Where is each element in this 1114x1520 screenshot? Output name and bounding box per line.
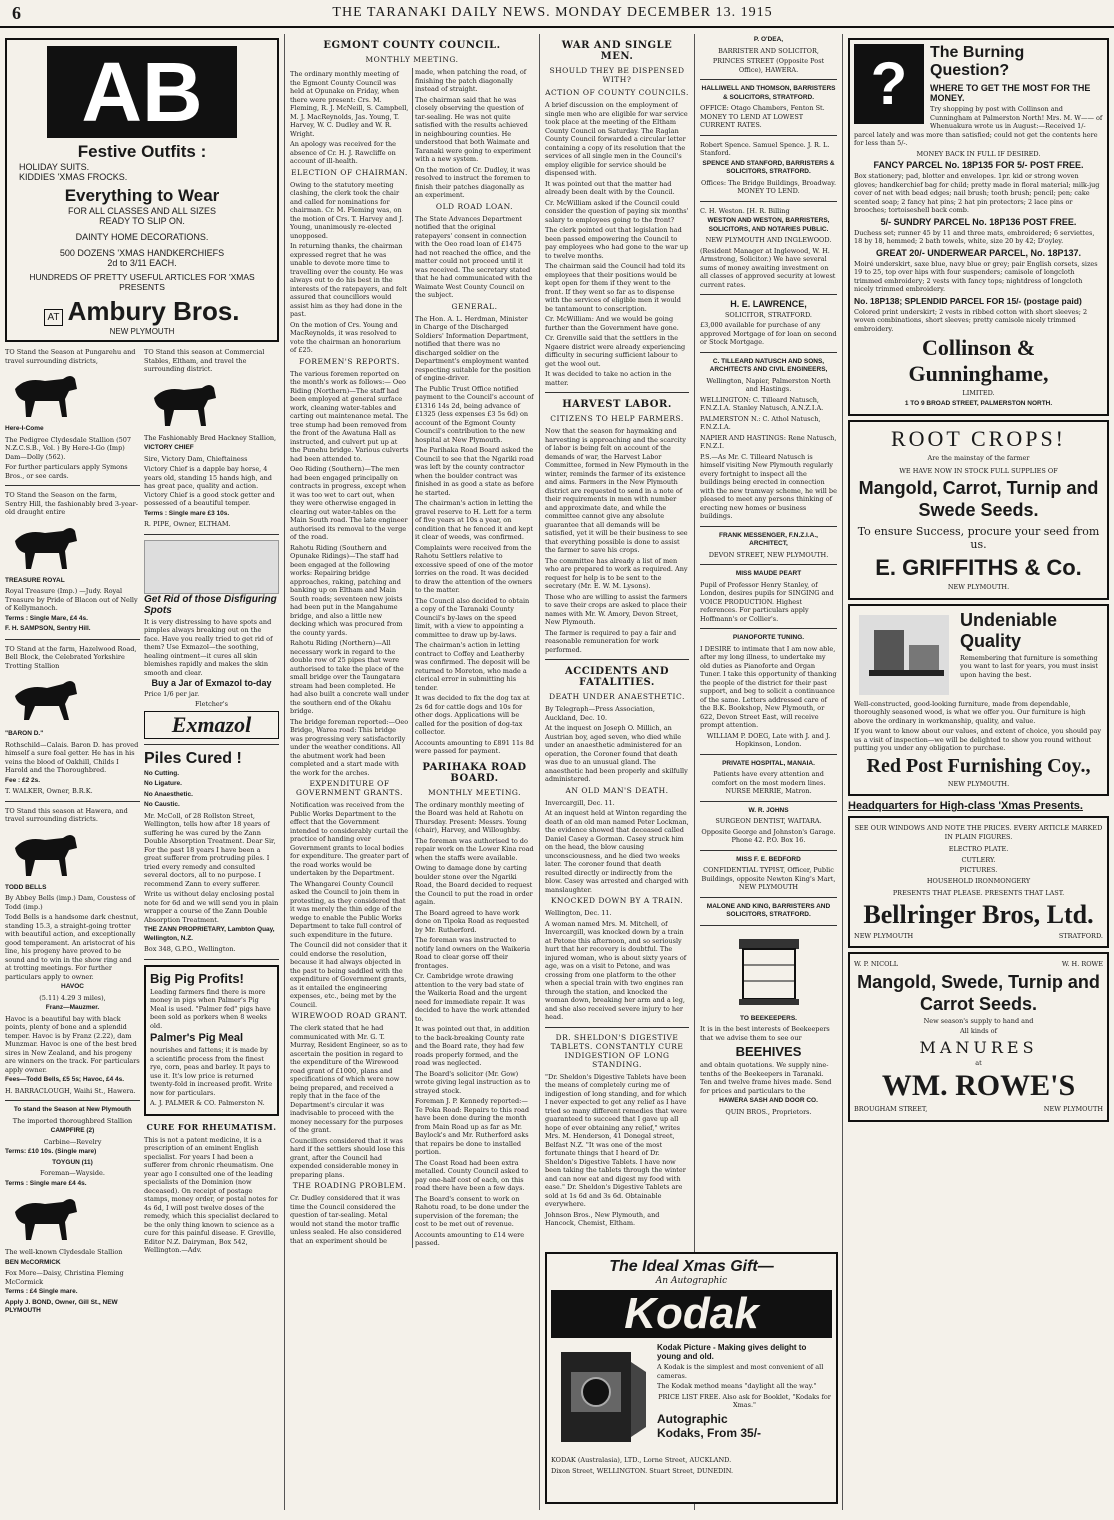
rowe-addr: BROUGHAM STREET, [854, 1105, 928, 1113]
digestive-title: DR. SHELDON'S DIGESTIVE TABLETS. CONSTANTLY CURE INDIGESTION OF LONG STANDING. [550, 1032, 684, 1069]
council-p10: The bridge foreman reported:—Oeo Bridge, Warea road: This bridge was progressing very satisfactorily under the weather conditions. All the abutment work had been completed and a start made with the work for the arches. [290, 717, 409, 777]
collinson-splendid-body: Colored print underskirt; 2 vests in ribbed cotton with short sleeves; 2 woven combinations, short sleeves; pretty camisole nicely trimmed embroidery. [854, 307, 1088, 333]
exmazol-body: It is very distressing to have spots and pimples always breaking out on the face. Have you really tried to get rid of them? Use Exmazol—the soothing, healing ointment—it cures all skin blemishes rapidly and makes the skin smooth and clear. [144, 617, 273, 677]
messenger: FRANK MESSENGER, F.N.Z.I.A., ARCHITECT, [719, 531, 818, 547]
council-p12: The Whangarei County Council asked the Council to join them in protesting, as they considered that it was merely the thin edge of the wedge to enable the Public Works Department to take full control of such expenditure in the future. [290, 879, 406, 939]
dainty-decorations: DAINTY HOME DECORATIONS. [75, 232, 209, 242]
council-p24: Complaints were received from the Rahotu Settlers relative to excessive speed of one of the motor lorries on the road. It was decided to draw the attention of the owners to the matter. [415, 543, 533, 594]
bellringer-item-3: PICTURES. [959, 866, 998, 874]
kodak-sub: An Autographic [655, 1276, 728, 1286]
lawrence-title: SOLICITOR, STRATFORD. [724, 310, 813, 319]
malone: MALONE AND KING, BARRISTERS AND SOLICITORS, STRATFORD. [706, 902, 831, 918]
herei-desc: The Pedigree Clydesdale Stallion (507 N.Z.C.S.B., Vol. ) By Here-I-Go (Imp) Dam—Dolly (562). [5, 435, 132, 461]
stallion-and-remedy-ads [144, 346, 279, 1318]
beehive-icon [729, 931, 809, 1011]
piles-body: Mr. McColl, of 28 Rollston Street, Wellington, tells how after 18 years of suffering he was cured by the Zann Double Absorption Treatment. Dear Sir, For the past 18 years I have been a great sufferer from protruding piles. I tried every remedy and consulted several doctors, all to no purpose. I recommend Zann to every sufferer. [144, 811, 276, 888]
council-p14: The clerk stated that he had communicated with Mr. G. T. Murray, Resident Engineer, so as to ascertain the position in regard to the expenditure of the Wirewood road grant of £1000, plans and specifications of which were now being prepared, and received a reply that in the face of the Department's circular it was inadvisable to proceed with the money necessary for the purposes of the grant. [290, 1024, 408, 1134]
furniture-illustration-icon [854, 610, 954, 700]
council-p35: It was pointed out that, in addition to the back-breaking County rate and the Board rate, they had few roads properly formed, and the road was neglected. [415, 1025, 530, 1067]
war-p8: It was decided to take no action in the matter. [545, 370, 672, 387]
piles-item-4: No Caustic. [144, 801, 180, 808]
rheumatism-body: This is not a patent medicine, it is a prescription of an eminent English specialist. For years I had been a sufferer from chronic rheumatism. One year ago I consulted one of the leading specialists of the Dominion (now deceased). On receipt of postage stamps, money order, or postal notes for 4s 6d, I will post twelve doses of the remedy, which this specialist declared to be the only thing known to science as a cure for this painful disease. F. Greville, Editor N.Z. Dairyman, Box 542, Wellington.—Adv. [144, 1135, 279, 1254]
kodak-b1: A Kodak is the simplest and most convenient of all cameras. [657, 1363, 824, 1380]
beekeepers-more: and obtain quotations. We supply nine-tenths of the Beekeepers in Taranaki. Ten and twelve frame hives made. Send for prices and particulars to the [700, 1061, 832, 1095]
hawera-prop: QUIN BROS., Proprietors. [725, 1107, 812, 1116]
kiddies-frocks: KIDDIES 'XMAS FROCKS. [19, 172, 128, 182]
council-p22: The Parihaka Road Board asked the Council to see that the Ngariki road was left by the county contractor when the boulder contract was finished in as good a state as before he started. [415, 446, 534, 497]
council-p36: The Board's solicitor (Mr. Gow) wrote giving legal instruction as to strayed stock. [415, 1069, 531, 1095]
stallion-ads-left [5, 346, 140, 1318]
war-sub: SHOULD THEY BE DISPENSED WITH? [549, 66, 685, 84]
war-p1: A brief discussion on the employment of single men who are eligible for war service took place at the meeting of the Eltham County Council on Saturday. The Raglan County Council forwarded a circular letter containing a copy of its resolution that the services of all single men in the Council's employ eligible for service should be dispensed with. [545, 101, 688, 177]
council-p20: The Hon. A. L. Herdman, Minister in Charge of the Discharged Soldiers' Information Department, notified that there was no discharged soldier on the Department's employment wanted respecting suitable for the position of engine-driver. [415, 314, 531, 382]
havoc-owner: H. BARRACLOUGH, Waihi St., Hawera. [5, 1086, 136, 1095]
council-p16: Cr. Dudley considered that it was time the Council considered the question of tar-sealing. Metal would not stand the motor traffic unless sealed. He also considered that an experiment should be made, when patching the road, of finishing the patch diagonally instead of straight. [290, 68, 527, 1245]
piles-item-2: No Ligature. [144, 780, 182, 787]
bellringer-presents: PRESENTS THAT PLEASE. PRESENTS THAT LAST. [892, 889, 1065, 897]
question-mark-icon: ? [854, 44, 924, 124]
rowe-nicoll: W. P. NICOLL [854, 960, 899, 968]
rowe-manures: MANURES [919, 1037, 1038, 1057]
herei-footer: For further particulars apply Symons Bros., or see cards. [5, 463, 128, 480]
griffiths-stock: WE HAVE NOW IN STOCK FULL SUPPLIES OF [899, 466, 1058, 475]
hankies-price: 2d to 3/11 EACH. [107, 258, 177, 268]
odea-title: BARRISTER AND SOLICITOR, [718, 46, 819, 55]
campfire-terms: Terms: £10 10s. (Single mare) [5, 1148, 97, 1155]
digestive-agents: Johnson Bros., New Plymouth, and Hancock, Chemist, Eltham. [545, 1210, 660, 1227]
council-p5: On the motion of Crs. Young and MacReynolds, it was resolved to vote the chairman an honorarium of £25. [290, 320, 401, 354]
johns-title: SURGEON DENTIST, WAITARA. [715, 817, 822, 825]
johns-addr: Opposite George and Johnston's Garage. Phone 42. P.O. Box 16. [701, 827, 836, 844]
ben-terms: Terms : £4 Single mare. [5, 1288, 78, 1295]
ambury-ad [5, 38, 279, 342]
death-heading: DEATH UNDER ANAESTHETIC. [549, 692, 685, 701]
exmazol-maker: Fletcher's [195, 700, 228, 708]
beekeepers-body: It is in the best interests of Beekeepers that we advise them to see our [700, 1025, 830, 1042]
collinson-body: Try shopping by post with Collinson and Cunningham at Palmerston North! Mrs. M. W—— of Whenuakura wrote us in August:—Received 1/- parcel lately and was more than satisfied; could not get the contents here for less than 5/-. [854, 105, 1103, 147]
natusch-ps: P.S.—As Mr. C. Tilleard Natusch is himself visiting New Plymouth regularly every fortnight to inspect all the buildings being erected in connection with the new tramway scheme, he will be pleased to meet any persons thinking of erecting new homes or business buildings. [700, 452, 837, 520]
bellringer-head: Headquarters for High-class 'Xmas Presents. [848, 800, 1083, 812]
war-p5: The chairman said the Council had told its employees that their positions would be kept open for them if they went to the front. If they went so far as to dispense with the services of eligible men it would be tantamount to conscription. [545, 262, 686, 313]
harvest-p2: The committee has already a list of men who are prepared to work as required. Any request for help is to be sent to the secretary (Mr. E. W. M. Lysons). [545, 556, 688, 590]
ready-to-slip: READY TO SLIP ON. [99, 216, 185, 226]
wirewood-heading: WIREWOOD ROAD GRANT. [291, 1011, 408, 1020]
war-p7: Cr. Grenville said that the settlers in the Ngaere district were already experiencing difficulty in securing sufficient labour to get the wool out. [545, 334, 686, 368]
collinson-sub: WHERE TO GET THE MOST FOR THE MONEY. [930, 83, 1091, 103]
redpost-title: Undeniable Quality [960, 609, 1058, 651]
piles-title: Piles Cured ! [144, 749, 242, 767]
griffiths-name: E. GRIFFITHS & Co. [875, 555, 1082, 580]
collinson-ad [848, 38, 1109, 416]
havoc-body: Havoc is a beautiful bay with black points, plenty of bone and a splendid temper. Havoc is by Franz (2.22), dam Munzmar. Havoc is one of the best bred sires in New Zealand, and his progeny are winners on the track. For particulars apply owner. [5, 1014, 140, 1074]
council-p26: The chairman's action in letting contract to Coffey and Leatherby was confirmed. The deposit will be returned to Moreton, who made a clerical error in submitting his tender. [415, 641, 530, 692]
piano-name: WILLIAM P. DOEG, Late with J. and J. Hopkinson, London. [706, 731, 831, 748]
general-heading: GENERAL. [451, 301, 498, 311]
rheumatism-title: CURE FOR RHEUMATISM. [146, 1121, 277, 1132]
page-number: 6 [12, 2, 21, 23]
victory-terms: Terms : Single mare £3 10s. [144, 509, 230, 517]
rowe-place: NEW PLYMOUTH [1043, 1105, 1103, 1113]
collinson-fancy: FANCY PARCEL No. 18P135 FOR 5/- POST FREE. [873, 160, 1084, 170]
exmazol-buy: Buy a Jar of Exmazol to-day [151, 678, 272, 688]
treasure-intro: TO Stand the Season on the farm, Sentry Hill, the fashionably bred 3-year-old draught entire [5, 491, 138, 516]
ambury-logo: AB [47, 46, 237, 138]
horse-illustration-icon [5, 369, 85, 421]
parihaka-sub: MONTHLY MEETING. [427, 787, 522, 797]
digestive-body: "Dr. Sheldon's Digestive Tablets have been the means of completely curing me of indigestion of long standing, and for which I never expected to get any relief as I have tried so many different remedies that were guaranteed to succeed that I gave up all hope of ever obtaining any relief," writes Mrs. M. Henderson, 41 Donegal street, Belfast N.Z. "It was one of the most fortunate things that I heard of Dr. Sheldon's Digestive Tablets. I have now been taking the tablets through the winter and can now eat and digest my food with ease." Dr. Sheldon's Digestive Tablets are sold at 1s 6d and 3s 6d. Obtainable everywhere. [545, 1072, 687, 1208]
redpost-name: Red Post Furnishing Coy., [866, 754, 1091, 777]
war-title: WAR AND SINGLE MEN. [561, 40, 673, 62]
council-sub: MONTHLY MEETING. [365, 55, 459, 64]
todd-name: TODD BELLS [5, 883, 47, 891]
baron-owner: T. WALKER, Owner, B.R.K. [5, 787, 93, 795]
victory-sub: Sire, Victory Dam, Chieftainess [144, 454, 248, 463]
pigs-maker: A. J. PALMER & CO. Palmerston N. [150, 1099, 265, 1107]
ambury-at: AT [44, 309, 62, 326]
harvest-p4: The farmer is required to pay a fair and reasonable remuneration for work performed. [545, 628, 677, 654]
newspaper-title: THE TARANAKI DAILY NEWS. MONDAY DECEMBER 13. 1915 [332, 5, 773, 20]
campfire-sub: Carbine—Revelry [43, 1137, 102, 1146]
pigs-title: Big Pig Profits! [150, 970, 244, 986]
redpost-place: NEW PLYMOUTH. [947, 779, 1010, 788]
election-heading: ELECTION OF CHAIRMAN. [291, 167, 408, 177]
halliwell-office: OFFICE: Otago Chambers, Fenton St. MONEY TO LEND AT LOWEST CURRENT RATES. [700, 104, 825, 129]
herei-intro: TO Stand the Season at Pungarehu and travel surrounding districts, [5, 348, 136, 365]
toygun-terms: Terms : Single mare £4 4s. [5, 1179, 87, 1187]
ben-owner: Apply J. BOND, Owner, Gill St., NEW PLYMOUTH [5, 1298, 118, 1314]
council-title: EGMONT COUNTY COUNCIL. [323, 40, 501, 51]
treasure-desc: Royal Treasure (Imp.) —Judy. Royal Treasure by Pride of Blacon out of Nelly of Kellymanoch. [5, 587, 138, 612]
bellringer-ad [848, 816, 1109, 948]
treasure-name: TREASURE ROYAL [5, 576, 65, 584]
harvest-p3: Those who are willing to assist the farmers to save their crops are asked to place their names with Mr. W. Amory, Devon Street, New Plymouth. [545, 592, 688, 626]
todd-body: Todd Bells is a handsome dark chestnut, standing 15.3, a straight-going trotter with beautiful action, and exceptionally good temperament. An aristocrat of his line, his progeny have proved to be sound and to win in the show ring and at trotting meetings. For further particulars apply to owner. [5, 913, 139, 981]
council-p33: The foreman was instructed to notify land owners on the Waikeria Road to clear gorse off their frontages. [415, 936, 531, 970]
beehives: BEEHIVES [735, 1044, 802, 1059]
kodak-company: KODAK (Australasia), LTD., Lorne Street, AUCKLAND. [551, 1456, 732, 1464]
hospital: PRIVATE HOSPITAL, MANAIA. [722, 759, 815, 767]
ben-sub: Fox More—Daisy, Christina Fleming McCormick [5, 1269, 124, 1286]
horse-illustration-icon [5, 1192, 85, 1244]
harvest-title: HARVEST LABOR. [562, 399, 672, 410]
natusch-palmerston: PALMERSTON N.: C. Athol Natusch, F.N.Z.I.A. [700, 414, 821, 431]
baron-intro: TO Stand at the farm, Hazelwood Road, Bell Block, the Celebrated Yorkshire Trotting Stallion [5, 644, 137, 670]
masthead [0, 0, 1114, 28]
collinson-refund: MONEY BACK IN FULL IF DESIRED. [916, 149, 1041, 158]
weston: WESTON AND WESTON, BARRISTERS, SOLICITORS, AND NOTARIES PUBLIC. [707, 217, 830, 233]
ambury-name: Ambury Bros. [67, 296, 240, 326]
holiday-suits: HOLIDAY SUITS. [19, 162, 90, 172]
council-p39: The Board's consent to work on Rahotu road, to be done under the supervision of the foreman; the cost to be met out of revenue. [415, 1194, 530, 1228]
odea-addr: PRINCES STREET (Opposite Post Office), HAWERA. [712, 57, 825, 74]
council-p25: The Council also decided to obtain a copy of the Taranaki County Council's by-laws on the speed limit, with a view to appointing a committee to draw up by-laws. [415, 596, 530, 639]
natusch-places: Wellington, Napier, Palmerston North and Hastings. [706, 376, 831, 393]
collinson-addr: 1 TO 9 BROAD STREET, PALMERSTON NORTH. [904, 399, 1053, 407]
council-p29: The ordinary monthly meeting of the Board was held at Rahotu on Thursday. Present: Messrs. Young (chair), Harvey, and Willoughby. [415, 800, 527, 834]
council-p28: Accounts amounting to £891 11s 8d were passed for payment. [415, 738, 534, 755]
campfire-name: CAMPFIRE (2) [50, 1127, 95, 1134]
council-p3: Owing to the statutory meeting clashing, the clerk took the chair and called for nominations for chairman. Cr. M. Fleming was, on the motion of Crs. T. Harvey and J. Young, unanimously re-elected unopposed. [290, 180, 404, 240]
victory-desc: The Fashionably Bred Hackney Stallion, [144, 433, 277, 442]
bellringer-name: Bellringer Bros, Ltd. [863, 899, 1094, 929]
column-ads-right [843, 34, 1114, 1510]
griffiths-ensure: To ensure Success, procure your seed from us. [857, 525, 1100, 551]
war-p2: It was pointed out that the matter had already been dealt with by the Council. [545, 179, 675, 196]
griffiths-place: NEW PLYMOUTH. [947, 583, 1010, 591]
old-road-heading: OLD ROAD LOAN. [435, 201, 514, 211]
collinson-sundry: 5/- SUNDRY PARCEL No. 18P136 POST FREE. [880, 216, 1077, 227]
horse-illustration-icon [5, 828, 85, 880]
lawrence: H. E. LAWRENCE, [730, 299, 807, 309]
pig-meal-ad [144, 965, 279, 1116]
havoc-fee: Fees—Todd Bells, £5 5s; Havoc, £4 4s. [5, 1076, 125, 1083]
piano-heading: PIANOFORTE TUNING. [732, 634, 805, 641]
messenger-addr: DEVON STREET, NEW PLYMOUTH. [708, 550, 829, 559]
for-all-classes: FOR ALL CLASSES AND ALL SIZES [68, 206, 216, 216]
kodak-branch: Dixon Street, WELLINGTON. Stuart Street, DUNEDIN. [551, 1466, 734, 1475]
kodak-from: Kodaks, From 35/- [657, 1425, 762, 1440]
kodak-autographic: Autographic [657, 1411, 728, 1426]
column-council-report [285, 34, 540, 1510]
toygun-desc: Foreman—Wayside. [40, 1169, 105, 1177]
victory-owner: R. PIPE, Owner, ELTHAM. [144, 520, 231, 528]
griffiths-seeds: Mangold, Carrot, Turnip and Swede Seeds. [858, 478, 1099, 520]
spence: SPENCE AND STANFORD, BARRISTERS & SOLICITORS, STRATFORD. [702, 159, 835, 175]
rowe-at: at [975, 1058, 982, 1067]
rowe-seeds: Mangold, Swede, Turnip and Carrot Seeds. [857, 971, 1100, 1014]
pigs-name: Palmer's Pig Meal [150, 1032, 244, 1044]
treasure-owner: F. H. SAMPSON, Sentry Hill. [5, 625, 91, 632]
pigs-body: Leading farmers find there is more money in pigs when Palmer's Pig Meal is used. "Palmer fed" pigs have been sold as porkers when 8 weeks old. [150, 987, 271, 1030]
kodak-ad [545, 1252, 838, 1504]
baron-desc: Rothschild—Calais. Baron D. has proved himself a sure foal getter. He has in his veins the blood of Oakhill, Childs I Harold and the Thoroughbred. [5, 740, 139, 774]
griffiths-sub: Are the mainstay of the farmer [927, 454, 1030, 462]
old-man-heading: AN OLD MAN'S DEATH. [565, 785, 669, 795]
council-p27: It was decided to fix the dog tax at 2s 6d for cattle dogs and 10s for other dogs. Applications will be called for the position of dog-tax collector. [415, 694, 530, 736]
war-p4: The clerk pointed out that legislation had been passed empowering the Council to pay employees who had gone to the war up to twelve months. [545, 226, 689, 260]
griffiths-ad [848, 420, 1109, 600]
council-p37: Foreman J. P. Kennedy reported:—Te Poka Road: Repairs to this road have been done during the month from Main Road up as far as Mr. Baylock's and Mr. Rutherford asks that repairs be done to installed portion. [415, 1097, 530, 1156]
natusch: C. TILLEARD NATUSCH AND SONS, ARCHITECTS AND CIVIL ENGINEERS, [709, 357, 828, 373]
foremen-heading: FOREMEN'S REPORTS. [299, 356, 400, 366]
council-p13: The Council did not consider that it could endorse the resolution, because it had always objected in the past to being saddled with the expenditure of Government grants, as it entailed the engineering expenses, etc., being met by the Council. [290, 941, 408, 1009]
hawera-sash: HAWERA SASH AND DOOR CO. [719, 1097, 818, 1104]
accidents-p1: By Telegraph—Press Association, Auckland, Dec. 10. [545, 705, 655, 722]
halliwell: HALLIWELL AND THOMSON, BARRISTERS & SOLICITORS, STRATFORD. [701, 85, 836, 101]
herei-name: Here-I-Come [5, 425, 44, 432]
natusch-wellington: WELLINGTON: C. Tilleard Natusch, F.N.Z.I.A. Stanley Natusch, A.N.Z.I.A. [700, 395, 824, 412]
piles-box: Box 348, G.P.O., Wellington. [144, 945, 236, 953]
treasure-terms: Terms : Single Mare, £4 4s. [5, 614, 88, 622]
redpost-ad [848, 604, 1109, 797]
piano-body: I DESIRE to intimate that I am now able, after my long illness, to undertake my old duties as Pianoforte and Organ Tuner. I take this opportunity of thanking the people of the district for their past support, and beg to solicit a continuance of the same. Letters addressed care of the B.K. Bookshop, New Plymouth, or 622, Devon Street East, will receive prompt attention. [700, 644, 837, 729]
council-p32: The Board agreed to have work done on Tipoka Road as requested by Mr. Rutherford. [415, 908, 529, 934]
spence-names: Robert Spence. Samuel Spence. J. R. L. Stanford. [700, 140, 830, 157]
ben-name: BEN McCORMICK [5, 1258, 61, 1266]
collinson-under: GREAT 20/- UNDERWEAR PARCEL, No. 18P137. [875, 247, 1082, 258]
bellringer-item-1: ELECTRO PLATE. [948, 845, 1009, 853]
peart-body: Pupil of Professor Henry Stanley, of London, desires pupils for SINGING and VOICE PRODUCTION. Highest references. For particulars apply Hoffmann's or Collier's. [700, 580, 834, 623]
natusch-napier: NAPIER AND HASTINGS: Rene Natusch, F.N.Z.I. [700, 433, 837, 450]
todd-desc: By Abbey Bells (imp.) Dam, Coustess of Todd (imp.) [5, 894, 136, 911]
war-p6: Cr. McWilliam: And we would be going further than the Government have gone. [545, 315, 679, 332]
festive-outfits: Festive Outfits : [77, 142, 207, 161]
weston-note: (Resident Manager at Inglewood, W. H. Armstrong, Solicitor.) We have several sums of money awaiting investment on all classes of approved security at lowest current rates. [700, 246, 836, 289]
council-p40: Accounts amounting to £14 were passed. [415, 1230, 525, 1247]
johns: W. R. JOHNS [748, 806, 789, 814]
baron-fee: Fee : £2 2s. [5, 776, 41, 784]
expenditure-heading: EXPENDITURE OF GOVERNMENT GRANTS. [295, 779, 404, 797]
piles-write: Write us without delay enclosing postal note for 6d and we will send you in plain wrapper a course of the Zann Double Absorption Treatment. [144, 890, 279, 924]
collinson-limited: LIMITED. [962, 389, 995, 397]
bellringer-item-4: HOUSEHOLD IRONMONGERY [926, 876, 1031, 885]
council-p11: Notification was received from the Public Works Department to the effect that the Government intended to considerably curtail the practice of handing over Government grants to local bodies for expenditure. The greater part of the road works would be undertaken by the Department. [290, 801, 409, 877]
spence-office: Offices: The Bridge Buildings, Broadway. MONEY TO LEND. [700, 178, 837, 195]
ambury-place: NEW PLYMOUTH [109, 327, 175, 336]
camera-illustration-icon [551, 1342, 651, 1452]
council-p18: On the motion of Cr. Dudley, it was resolved to instruct the foremen to finish their patches diagonally as an experiment. [415, 165, 531, 199]
hundreds-articles: HUNDREDS OF PRETTY USEFUL ARTICLES FOR 'XMAS PRESENTS [29, 272, 255, 292]
kodak-title: The Ideal Xmas Gift— [609, 1258, 774, 1275]
campfire-desc: The imported thoroughbred Stallion [12, 1116, 133, 1125]
collinson-sundry-body: Duchess set; runner 45 by 11 and three mats, embroidered; 6 serviettes, 18 by 18, hemmed; 2 bath towels, white, size 20 by 42; D'oyley. [854, 228, 1095, 245]
rowe-name: WM. ROWE'S [881, 1069, 1076, 1102]
accidents-p3: Invercargill, Dec. 11. [545, 798, 615, 807]
exmazol-brand: Exmazol [144, 711, 279, 739]
harvest-sub: CITIZENS TO HELP FARMERS. [550, 414, 684, 423]
toygun-name: TOYGUN (11) [52, 1158, 93, 1166]
exmazol-price: Price 1/6 per jar. [144, 689, 200, 698]
piles-item-1: No Cutting. [144, 769, 180, 777]
rowe-kinds: All kinds of [959, 1027, 997, 1035]
council-p6: The various foremen reported on the month's work as follows:— Oeo Riding (Northern)—The staff had been employed at general surface work, cleaning water-tables and carting out maintenance metal. The tree stump had been removed from the front of the Awatuna Hall as instructed, and culvert put up at the Punehu bridge. Various culverts had been attended to. [290, 369, 409, 463]
bellringer-item-2: CUTLERY. [961, 855, 996, 864]
collinson-fancy-body: Box stationery; pad, blotter and envelopes. 1pr. kid or strong woven gloves; handkerchief bag for child; pretty made in floral material; milk-jug cover of net with bead edges; nail brush; tooth brush; pencil; pen; cake scented soap; 2 fancy hat pins; 2 hat pin protectors; 2 lace pins or brooches; tortoiseshell back comb. [854, 172, 1100, 214]
havoc-desc: (5.11) 4.29 3 miles), [39, 993, 106, 1002]
council-p31: Owing to damage done by carting boulder stone over the Ngariki Road, the Board decided to request the Council to put the road in order again. [415, 864, 533, 906]
council-p17: The chairman said that he was closely observing the question of tar-sealing. He was not quite satisfied with the results achieved in neighbouring counties. He understood that both Waimate and Taranaki were going to experiment with a new system. [415, 95, 531, 163]
council-p21: The Public Trust Office notified payment to the Council's account of £1316 14s 2d, being advance of £1325 (less expenses £3 5s 6d) on account of the Egmont County Council's contribution to the new hospital at New Plymouth. [415, 384, 534, 444]
train-heading: KNOCKED DOWN BY A TRAIN. [550, 896, 684, 905]
council-p30: The foreman was authorised to do repair work on the Lower Kina road when the staffs were available. [415, 836, 534, 862]
havoc-name: HAVOC [61, 983, 84, 990]
rowe-supply: New season's supply to hand and [923, 1016, 1034, 1025]
bellringer-np: NEW PLYMOUTH [854, 931, 914, 940]
weston-names: C. H. Weston. [H. R. Billing [700, 206, 790, 215]
harvest-p1: Now that the season for haymaking and harvesting is approaching and the scarcity of labor is being felt on account of the demands of war, the Harvest Labor Committee, formed in New Plymouth in the winter, reminds the farmer of its existence and aims. Farmers in the New Plymouth district are requested to send in a note of their requirements in men with number and approximate date, and while the committee cannot give any absolute guarantee that all demands will be satisfied, yet it will be their business to see that everything possible is done to assist the farmer to save his crops. [545, 427, 689, 554]
collinson-title: The Burning Question? [930, 44, 1025, 79]
collinson-name: Collinson & Gunninghame, [908, 335, 1049, 386]
bellringer-st: STRATFORD. [1058, 931, 1103, 940]
horse-illustration-icon [144, 378, 224, 430]
kodak-price-list: PRICE LIST FREE. Also ask for Booklet, "Kodaks for Xmas." [658, 1392, 831, 1409]
redpost-body2: Well-constructed, good-looking furniture, made from dependable, thoroughly seasoned wood, is what we offer you. Our furniture is high above the ordinary in workmanship, quality, and value. [854, 699, 1086, 725]
victory-intro: TO Stand this season at Commercial Stables, Eltham, and travel the surrounding district. [144, 348, 265, 373]
horse-illustration-icon [5, 674, 85, 726]
pigs-text: nourishes and fattens; it is made by a scientific process from the finest rye, corn, peas and barley. It pays to use it. It's low price is returned twenty-fold in increased profit. Write now for particulars. [150, 1046, 273, 1097]
council-p15: Councillors considered that it was hard if the settlers should lose this grant, after the Council had expended considerable money in preparing plans. [290, 1136, 405, 1179]
council-p38: The Coast Road had been extra metalled. County Council asked to pay one-half cost of each, on this road there have been a few days. [415, 1158, 529, 1192]
collinson-splendid: No. 18P138; SPLENDID PARCEL FOR 15/- (postage paid) [854, 295, 1082, 306]
council-p4: In returning thanks, the chairman expressed regret that he was unable to devote more time to travelling over the county. He was always out to do his best in the interests of the ratepayers, and felt assured that councillors would assist him as they had done in the past. [290, 242, 407, 318]
baron-name: "BARON D." [5, 730, 44, 737]
redpost-body: Remembering that furniture is something you want to last for years, you must insist upon having the best. [960, 653, 1098, 679]
havoc-sub: Franz—Mauzmer. [45, 1004, 100, 1011]
council-p8: Rahotu Riding (Southern and Opunake Ridings)—The staff had been engaged at the following works: Repairing bridge approaches, raking, patching and banking up on Eltham and Main South roads; seventeen new joists had been put in the Mangahume bridge, and also a little new decking which was procured from the county yards. [290, 543, 403, 637]
accidents-title: ACCIDENTS AND FATALITIES. [564, 666, 669, 688]
accidents-p6: A woman named Mrs. M. Mitchell, of Invercargill, was knocked down by a train at Petone this afternoon, and so seriously hurt that her recovery is doubtful. The injured woman, who is about sixty years of age, was on a visit to Petone, and was crossing from one platform to the other when a special train with two engines ran through the station, and knocked the woman down, breaking her arm and a leg, and she also received severe injury to her head. [545, 919, 687, 1021]
war-p3: Cr. McWilliam asked if the Council could consider the question of paying six months' salary to employees going to the front? [545, 198, 689, 224]
kodak-b2: The Kodak method means "daylight all the way." [657, 1382, 817, 1390]
column-ads-left [0, 34, 285, 1510]
horse-illustration-icon [5, 521, 85, 573]
council-p7: Oeo Riding (Southern)—The men had been engaged principally on contracts in progress, except when it was too wet to cart out, when they were otherwise engaged in clearing out water-tables on the Main South road. The late engineer authorised its removal to the verge of the road. [290, 465, 408, 541]
beekeepers-to: TO BEEKEEPERS. [740, 1014, 797, 1022]
council-p2: An apology was received for the absence of Cr. H. J. Rawcliffe on account of ill-health. [290, 140, 397, 165]
bellringer-see: SEE OUR WINDOWS AND NOTE THE PRICES. EVERY ARTICLE MARKED IN PLAIN FIGURES. [854, 824, 1103, 841]
council-p19: The State Advances Department notified that the original ratepayers' consent in connection with the Oeo road loan of £1475 had not reached the office, and the matter could not proceed until it was received. The secretary stated that he had communicated with the Waimate West County Council on the subject. [415, 214, 533, 299]
council-p23: The chairman's action in letting the gravel reserve to H. Lett for a term of five years at 10s a year, on condition that he fenced it and kept it clear of weeds, was confirmed. [415, 499, 534, 541]
campfire-intro: To stand the Season at New Plymouth [13, 1106, 132, 1113]
everything-to-wear: Everything to Wear [64, 186, 220, 205]
todd-intro: TO Stand this season at Hawera, and travel surrounding districts. [5, 806, 128, 823]
council-p34: Cr. Cambridge wrote drawing attention to the very bad state of the Waikeria Road and the urgent need for immediate repair. It was decided to have the work attended to. [415, 972, 530, 1023]
kodak-brand: Kodak [551, 1290, 832, 1338]
kodak-head: Kodak Picture - Making gives delight to young and old. [657, 1343, 807, 1361]
victory-body: Victory Chief is a dapple bay horse, 4 years old, standing 15 hands high, and has great pace, quality and action. Victory Chief is a good stock getter and possessed of a beautiful temper. [144, 465, 275, 507]
weston-addr: NEW PLYMOUTH AND INGLEWOOD. [705, 236, 832, 244]
bedford-body: CONFIDENTIAL TYPIST, Officer, Public Buildings, opposite Newton King's Mart, NEW PLYMOUTH [701, 866, 836, 891]
griffiths-title: ROOT CROPS! [890, 426, 1067, 451]
lawrence-note: £3,000 available for purchase of any approved Mortgage of for loan on second or Stock Mortgage. [700, 321, 837, 346]
accidents-p2: At the inquest on Joseph O. Millich, an Austrian boy, aged seven, who died while under an anaesthetic administered for an operation, the Coroner found that death was due to an unusual gland. The anaesthetic had been properly and skilfully administered. [545, 724, 688, 783]
piles-item-3: No Anaesthetic. [144, 790, 193, 798]
parihaka-heading: PARIHAKA ROAD BOARD. [422, 761, 527, 784]
council-p9: Rahotu Riding (Northern)—All necessary work in regard to the double row of 25 pipes that were authorised to take the place of the small bridge over the Taungatara stream had been completed. He had also built a concrete wall under the southern end of the Okahu bridge. [290, 639, 409, 715]
ben-desc: The well-known Clydesdale Stallion [5, 1248, 123, 1256]
roading-heading: THE ROADING PROBLEM. [292, 1181, 407, 1190]
odea-name: P. O'DEA, [753, 36, 784, 43]
peart: MISS MAUDE PEART [735, 570, 802, 577]
rowe-ad [848, 952, 1109, 1122]
accidents-p4: At an inquest held at Winton regarding the death of an old man named Peter Lockman, the evidence showed that deceased called Daniel Casey a Gorman. Casey struck him on the head, the blow causing unconsciousness, and he died two weeks later. The coroner found that death resulted directly or indirectly from the blow. Casey was arrested and charged with manslaughter. [545, 809, 689, 894]
redpost-body3: If you want to know about our values, and extent of choice, you should pay us a visit of inspection—we will be delighted to show you round without putting you under any obligation to purchase. [854, 727, 1102, 752]
war-sub2: ACTION OF COUNTY COUNCILS. [545, 88, 689, 97]
bedford: MISS F. E. BEDFORD [736, 855, 801, 863]
victory-name: VICTORY CHIEF [144, 444, 194, 451]
hankies: 500 DOZENS 'XMAS HANDKERCHIEFS [59, 248, 225, 258]
collinson-under-body: Moiré underskirt, saxe blue, navy blue or grey; pair English corsets, sizes 19 to 25, top over hips with four suspenders; camisole of longcloth trimmed embroidery; 2 vests with fancy tops; nightdress of longcloth nicely trimmed embroidery. [854, 259, 1098, 293]
accidents-p5: Wellington, Dec. 11. [545, 909, 612, 917]
rowe-sig: W. H. ROWE [1061, 960, 1103, 968]
exmazol-title: Get Rid of those Disfiguring Spots [144, 593, 277, 616]
council-p1: The ordinary monthly meeting of the Egmont County Council was held at Opunake on Friday, when there were present: Crs. M. Fleming, R. J. McNeill, S. Campbell, M. J. MacReynolds, Jas. Young, T. Harvey, W. C. Dudley and W. R. Wright. [290, 70, 409, 138]
piles-company: THE ZANN PROPRIETARY, Lambton Quay, Wellington, N.Z. [144, 926, 275, 942]
exmazol-illustration [144, 540, 279, 594]
hospital-body: Patients have every attention and comfort on the most modern lines. NURSE MERRIE, Matron. [711, 770, 826, 795]
